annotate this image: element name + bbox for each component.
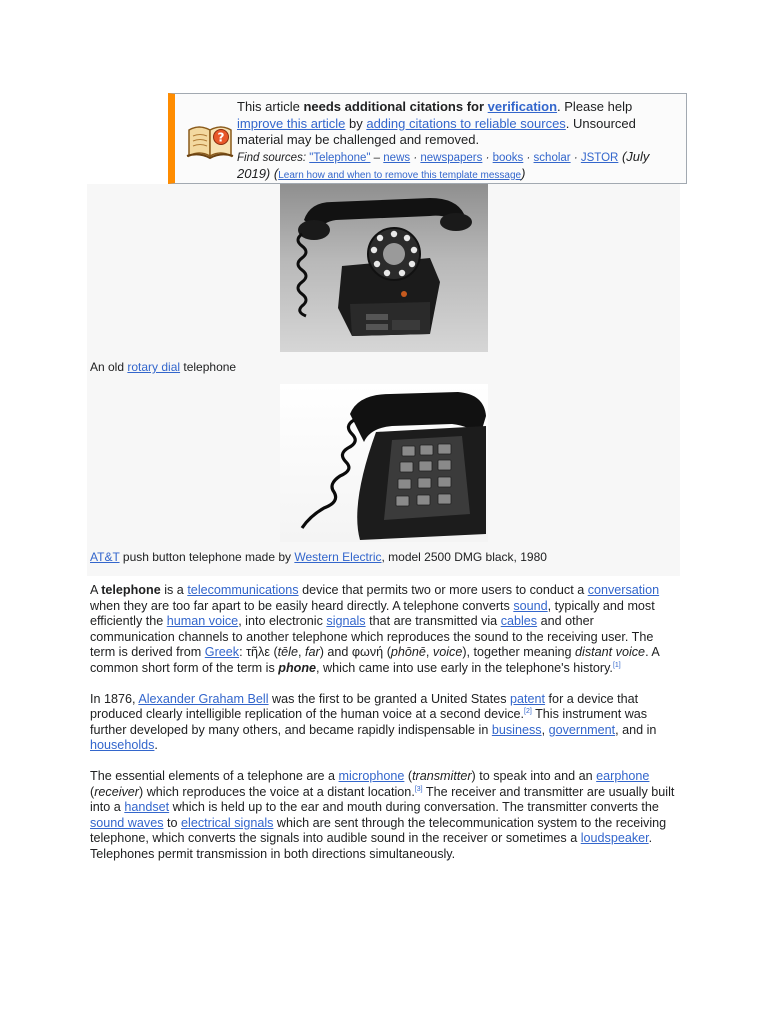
source-newspapers-link[interactable]: newspapers: [420, 151, 483, 164]
p1-term-phone: phone: [278, 660, 317, 675]
conversation-link[interactable]: conversation: [587, 583, 660, 597]
p1-text: that are transmitted via: [365, 614, 501, 629]
learn-paren-close: ): [521, 165, 526, 181]
sources-separator: ·: [410, 151, 421, 164]
svg-text:?: ?: [217, 130, 225, 145]
p1-text: A: [90, 583, 102, 597]
p1-text: , which came into use early in the telephone's history.: [316, 660, 613, 675]
handset-link[interactable]: handset: [124, 800, 170, 815]
p3-text: ) to speak into and an: [471, 768, 597, 783]
p1-italic: far: [304, 645, 320, 660]
caption2-text-a: push button telephone made by: [119, 550, 295, 564]
p2-text: was the first to be granted a United States: [268, 691, 511, 706]
p1-text: : τῆλε (: [239, 645, 278, 660]
p1-term-telephone: telephone: [101, 583, 161, 597]
p2-text: , and in: [615, 722, 657, 737]
learn-remove-template-link[interactable]: Learn how and when to remove this template message: [278, 169, 522, 181]
citation-needed-notice: [168, 93, 687, 184]
p3-text: (: [90, 784, 95, 799]
paragraph-elements: [90, 769, 675, 863]
electrical-signals-link[interactable]: electrical signals: [181, 815, 274, 830]
greek-link[interactable]: Greek: [204, 645, 240, 660]
western-electric-link[interactable]: Western Electric: [294, 550, 382, 564]
p1-text: ), together meaning: [462, 645, 576, 660]
p2-text: This instrument was further developed by many others, and became rapidly indispensable in: [90, 707, 648, 737]
notice-text-1: This article: [237, 99, 304, 114]
p1-text: and other communication channels to another telephone which reproduces the sound to the receiving user. The term is derived from: [90, 614, 654, 660]
p2-text: for a device that produced clearly intelligible replication of the human voice at a second device.: [90, 691, 639, 722]
p1-italic: voice: [432, 645, 463, 660]
improve-article-link[interactable]: improve this article: [237, 115, 346, 131]
households-link[interactable]: households: [90, 738, 155, 753]
notice-text-2: needs additional citations for: [303, 99, 488, 114]
reference-1-link[interactable]: [1]: [612, 661, 621, 669]
p1-italic: phōnē: [390, 645, 426, 660]
sound-waves-link[interactable]: sound waves: [90, 815, 164, 830]
p1-text: ) and φωνή (: [319, 645, 391, 660]
p3-text: to: [163, 815, 182, 830]
p3-text: which is held up to the ear and mouth during conversation. The transmitter converts the: [169, 800, 659, 815]
business-link[interactable]: business: [491, 722, 542, 737]
alexander-graham-bell-link[interactable]: Alexander Graham Bell: [138, 691, 269, 706]
p1-italic: distant voice: [575, 645, 646, 660]
paragraph-history: [90, 692, 675, 754]
p2-text: In 1876,: [90, 691, 139, 706]
rotary-telephone-image[interactable]: [280, 184, 488, 352]
p1-text: when they are too far apart to be easily heard directly. A telephone converts: [90, 598, 514, 613]
find-sources-line: [237, 149, 682, 183]
p3-text: which are sent through the telecommunication system to the receiving telephone, which converts the signals into audible sound in the receiver or sometimes a: [90, 815, 667, 846]
source-news-link[interactable]: news: [383, 151, 411, 164]
sources-dash: –: [370, 151, 384, 164]
p1-text: , typically and most efficiently the: [90, 598, 655, 629]
earphone-link[interactable]: earphone: [596, 768, 650, 783]
caption2-text-b: , model 2500 DMG black, 1980: [381, 550, 547, 564]
p3-text: ) which reproduces the voice at a distant location.: [139, 784, 415, 799]
telecommunications-link[interactable]: telecommunications: [187, 583, 299, 597]
sound-link[interactable]: sound: [513, 598, 548, 613]
att-link[interactable]: AT&T: [90, 550, 120, 564]
source-scholar-link[interactable]: scholar: [533, 151, 571, 164]
p1-text: ,: [425, 645, 433, 660]
reference-2-link[interactable]: [2]: [524, 707, 532, 715]
notice-text-8: . Unsourced material may be challenged and removed.: [237, 115, 636, 147]
p3-italic: transmitter: [412, 768, 472, 783]
source-jstor-link[interactable]: JSTOR: [580, 151, 619, 164]
push-button-telephone-caption: [90, 550, 547, 565]
find-sources-label: Find sources:: [237, 151, 310, 164]
paragraph-intro: [90, 583, 675, 677]
p2-text: .: [154, 738, 158, 753]
caption1-text-a: An old: [90, 360, 128, 374]
p3-text: . Telephones permit transmission in both directions simultaneously.: [90, 831, 653, 861]
rotary-dial-link[interactable]: rotary dial: [127, 360, 181, 374]
loudspeaker-link[interactable]: loudspeaker: [580, 831, 649, 846]
notice-text: [237, 99, 682, 183]
p1-text: . A common short form of the term is: [90, 645, 660, 675]
caption1-text-b: telephone: [180, 360, 237, 374]
sources-separator: ·: [523, 151, 534, 164]
article-body: [90, 583, 675, 878]
source-telephone-link[interactable]: "Telephone": [309, 151, 371, 164]
p1-text: device that permits two or more users to conduct a: [298, 583, 588, 597]
adding-citations-link[interactable]: adding citations to reliable sources: [366, 115, 566, 131]
verification-link[interactable]: verification: [487, 99, 558, 114]
notice-date: (July 2019): [237, 148, 650, 181]
source-books-link[interactable]: books: [492, 151, 524, 164]
p1-text: ,: [297, 645, 305, 660]
figures-panel: [87, 184, 680, 576]
notice-text-6: by: [345, 115, 367, 131]
microphone-link[interactable]: microphone: [338, 768, 405, 783]
sources-separator: ·: [570, 151, 581, 164]
signals-link[interactable]: signals: [326, 614, 366, 629]
learn-paren-open: (: [270, 165, 279, 181]
sources-separator: ·: [482, 151, 493, 164]
open-book-question-icon: [185, 116, 235, 160]
government-link[interactable]: government: [548, 722, 616, 737]
rotary-telephone-caption: [90, 360, 236, 375]
p3-text: The receiver and transmitter are usually built into a: [90, 784, 675, 815]
cables-link[interactable]: cables: [500, 614, 538, 629]
p3-italic: receiver: [94, 784, 139, 799]
patent-link[interactable]: patent: [510, 691, 546, 706]
push-button-telephone-image[interactable]: [280, 384, 488, 542]
p2-text: ,: [541, 722, 549, 737]
p1-italic: tēle: [277, 645, 298, 660]
reference-3-link[interactable]: [3]: [414, 785, 423, 793]
p1-text: , into electronic: [238, 614, 327, 629]
notice-text-4: . Please help: [557, 99, 633, 114]
p1-text: is a: [160, 583, 188, 597]
human-voice-link[interactable]: human voice: [166, 614, 239, 629]
p3-text: The essential elements of a telephone are a: [90, 768, 339, 783]
p3-text: (: [404, 768, 413, 783]
